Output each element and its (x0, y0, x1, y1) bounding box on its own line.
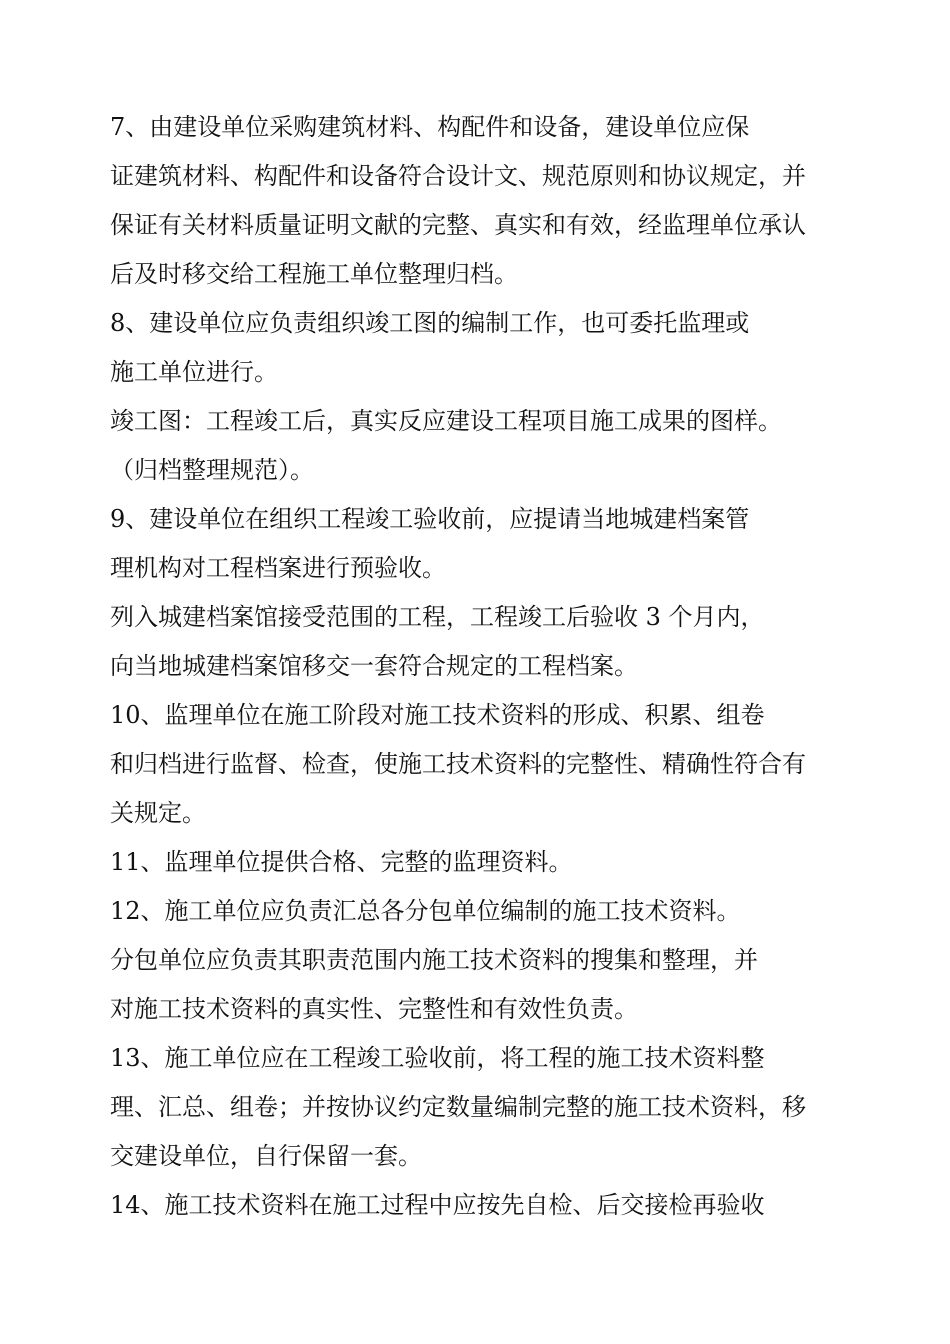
paragraph (110, 1181, 870, 1230)
text-line: 7、由建设单位采购建筑材料、构配件和设备，建设单位应保 (110, 113, 750, 141)
text-line: （归档整理规范）。 (110, 456, 314, 484)
text-line: 12、施工单位应负责汇总各分包单位编制的施工技术资料。 (110, 897, 741, 925)
paragraph (110, 887, 870, 936)
text-line: 后及时移交给工程施工单位整理归档。 (110, 260, 518, 288)
paragraph (110, 397, 870, 495)
text-line: 关规定。 (110, 799, 206, 827)
text-line: 列入城建档案馆接受范围的工程，工程竣工后验收 3 个月内， (110, 603, 765, 631)
paragraph (110, 1034, 870, 1181)
text-line: 8、建设单位应负责组织竣工图的编制工作，也可委托监理或 (110, 309, 750, 337)
text-line: 14、施工技术资料在施工过程中应按先自检、后交接检再验收 (110, 1191, 765, 1219)
text-line: 保证有关材料质量证明文献的完整、真实和有效，经监理单位承认 (110, 211, 806, 239)
document-page (110, 103, 870, 1230)
text-line: 理机构对工程档案进行预验收。 (110, 554, 446, 582)
text-line: 施工单位进行。 (110, 358, 278, 386)
document-body (110, 103, 870, 1230)
text-line: 对施工技术资料的真实性、完整性和有效性负责。 (110, 995, 638, 1023)
paragraph (110, 299, 870, 397)
text-line: 竣工图：工程竣工后，真实反应建设工程项目施工成果的图样。 (110, 407, 782, 435)
paragraph (110, 691, 870, 838)
text-line: 向当地城建档案馆移交一套符合规定的工程档案。 (110, 652, 638, 680)
paragraph (110, 495, 870, 593)
paragraph (110, 838, 870, 887)
text-line: 9、建设单位在组织工程竣工验收前，应提请当地城建档案管 (110, 505, 750, 533)
text-line: 分包单位应负责其职责范围内施工技术资料的搜集和整理，并 (110, 946, 758, 974)
paragraph (110, 593, 870, 691)
text-line: 和归档进行监督、检查，使施工技术资料的完整性、精确性符合有 (110, 750, 806, 778)
text-line: 理、汇总、组卷；并按协议约定数量编制完整的施工技术资料，移 (110, 1093, 806, 1121)
paragraph (110, 936, 870, 1034)
text-line: 11、监理单位提供合格、完整的监理资料。 (110, 848, 573, 876)
text-line: 13、施工单位应在工程竣工验收前，将工程的施工技术资料整 (110, 1044, 765, 1072)
paragraph (110, 103, 870, 299)
text-line: 证建筑材料、构配件和设备符合设计文、规范原则和协议规定，并 (110, 162, 806, 190)
text-line: 10、监理单位在施工阶段对施工技术资料的形成、积累、组卷 (110, 701, 765, 729)
text-line: 交建设单位，自行保留一套。 (110, 1142, 422, 1170)
